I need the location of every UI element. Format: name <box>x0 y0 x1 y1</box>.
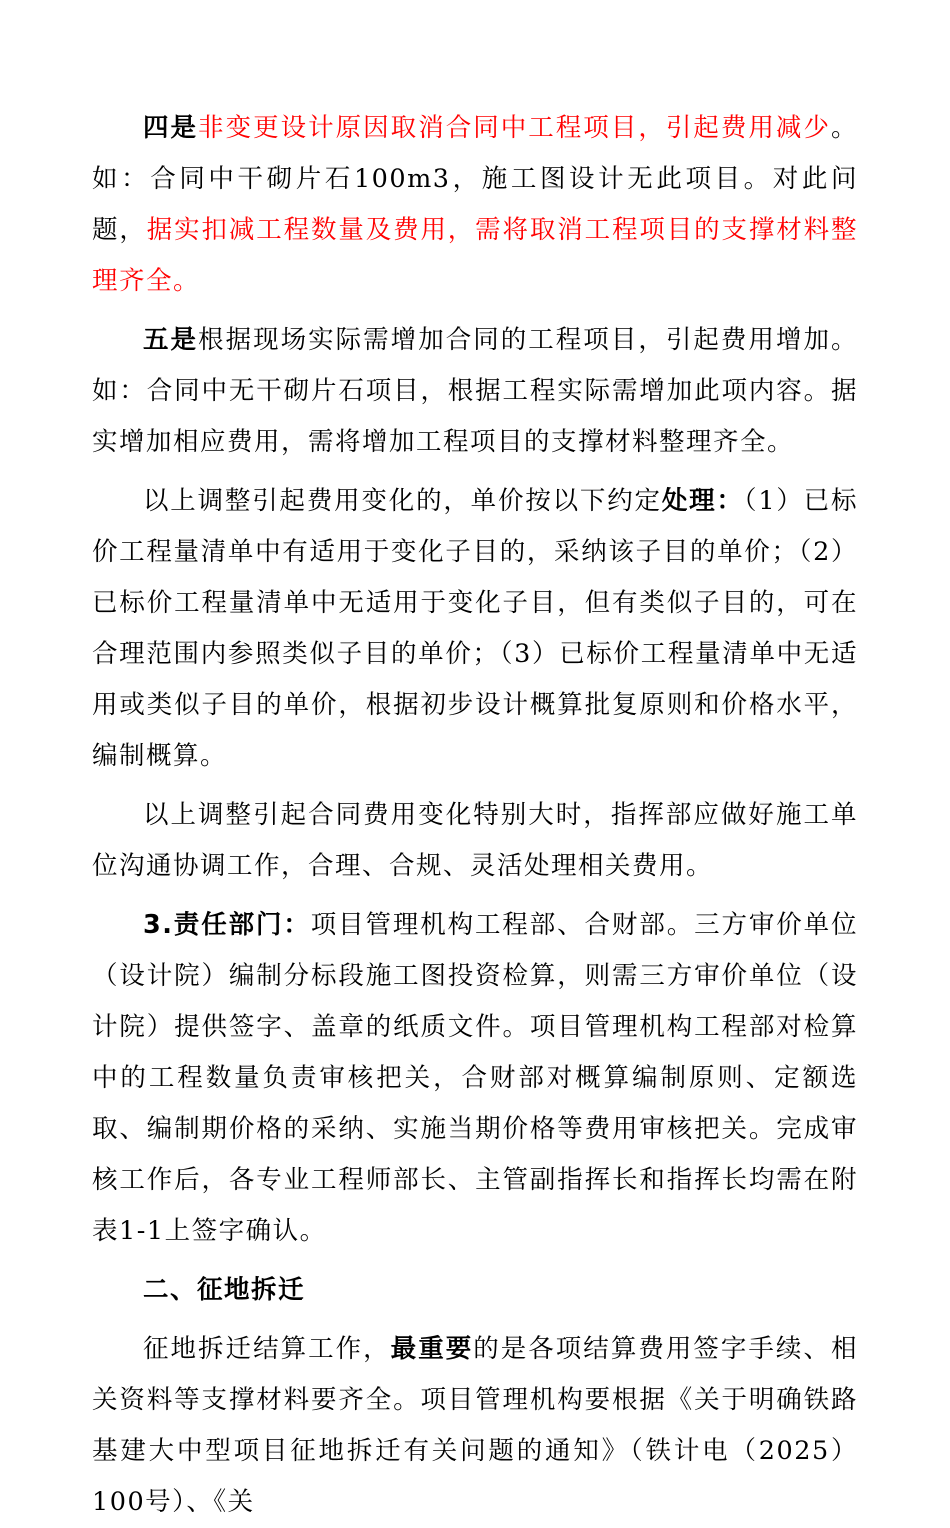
text-segment: 以上调整引起费用变化的，单价按以下约定 <box>143 486 662 516</box>
body-paragraph <box>92 103 858 307</box>
bold-text: 3.责任部门： <box>143 910 311 940</box>
body-paragraph <box>92 1324 858 1528</box>
text-segment: 以上调整引起合同费用变化特别大时，指挥部应做好施工单位沟通协调工作，合理、合规、灵活处理相关费用。 <box>92 800 858 881</box>
section-heading <box>92 1265 858 1316</box>
bold-text: 处理： <box>661 486 744 516</box>
bold-text: 最重要 <box>390 1334 474 1364</box>
text-segment: 项目管理机构工程部、合财部。三方审价单位（设计院）编制分标段施工图投资检算，则需三方审价单位（设计院）提供签字、盖章的纸质文件。项目管理机构工程部对检算中的工程数量负责审核把关，合财部对概算编制原则、定额选取、编制期价格的采纳、实施当期价格等费用审核把关。完成审核工作后，各专业工程师部长、主管副指挥长和指挥长均需在附表1-1上签字确认。 <box>92 910 858 1246</box>
text-segment: 根据现场实际需增加合同的工程项目，引起费用增加。如：合同中无干砌片石项目，根据工程实际需增加此项内容。据实增加相应费用，需将增加工程项目的支撑材料整理齐全。 <box>92 325 858 457</box>
text-segment: （1）已标价工程量清单中有适用于变化子目的，采纳该子目的单价；（2）已标价工程量清单中无适用于变化子目，但有类似子目的，可在合理范围内参照类似子目的单价；（3）已标价工程量清单中无适用或类似子目的单价，根据初步设计概算批复原则和价格水平，编制概算。 <box>92 486 858 771</box>
text-segment: 。如：合同中干砌片石100m3，施工图设计无此项目。对此问题， <box>92 113 858 245</box>
bold-text: 四是 <box>143 113 199 143</box>
text-segment: 的是各项结算费用签字手续、相关资料等支撑材料要齐全。项目管理机构要根据《关于明确铁路基建大中型项目征地拆迁有关问题的通知》（铁计电（2025）100号）、《关 <box>92 1334 858 1517</box>
body-paragraph <box>92 900 858 1257</box>
body-paragraph <box>92 790 858 892</box>
highlighted-text: 非变更设计原因取消合同中工程项目，引起费用减少 <box>198 113 831 143</box>
bold-text: 五是 <box>143 325 199 355</box>
text-segment: 征地拆迁结算工作， <box>143 1334 391 1364</box>
highlighted-text: 据实扣减工程数量及费用，需将取消工程项目的支撑材料整理齐全。 <box>92 215 858 296</box>
body-paragraph <box>92 476 858 782</box>
bold-text: 二、征地拆迁 <box>143 1275 306 1305</box>
body-paragraph <box>92 315 858 468</box>
